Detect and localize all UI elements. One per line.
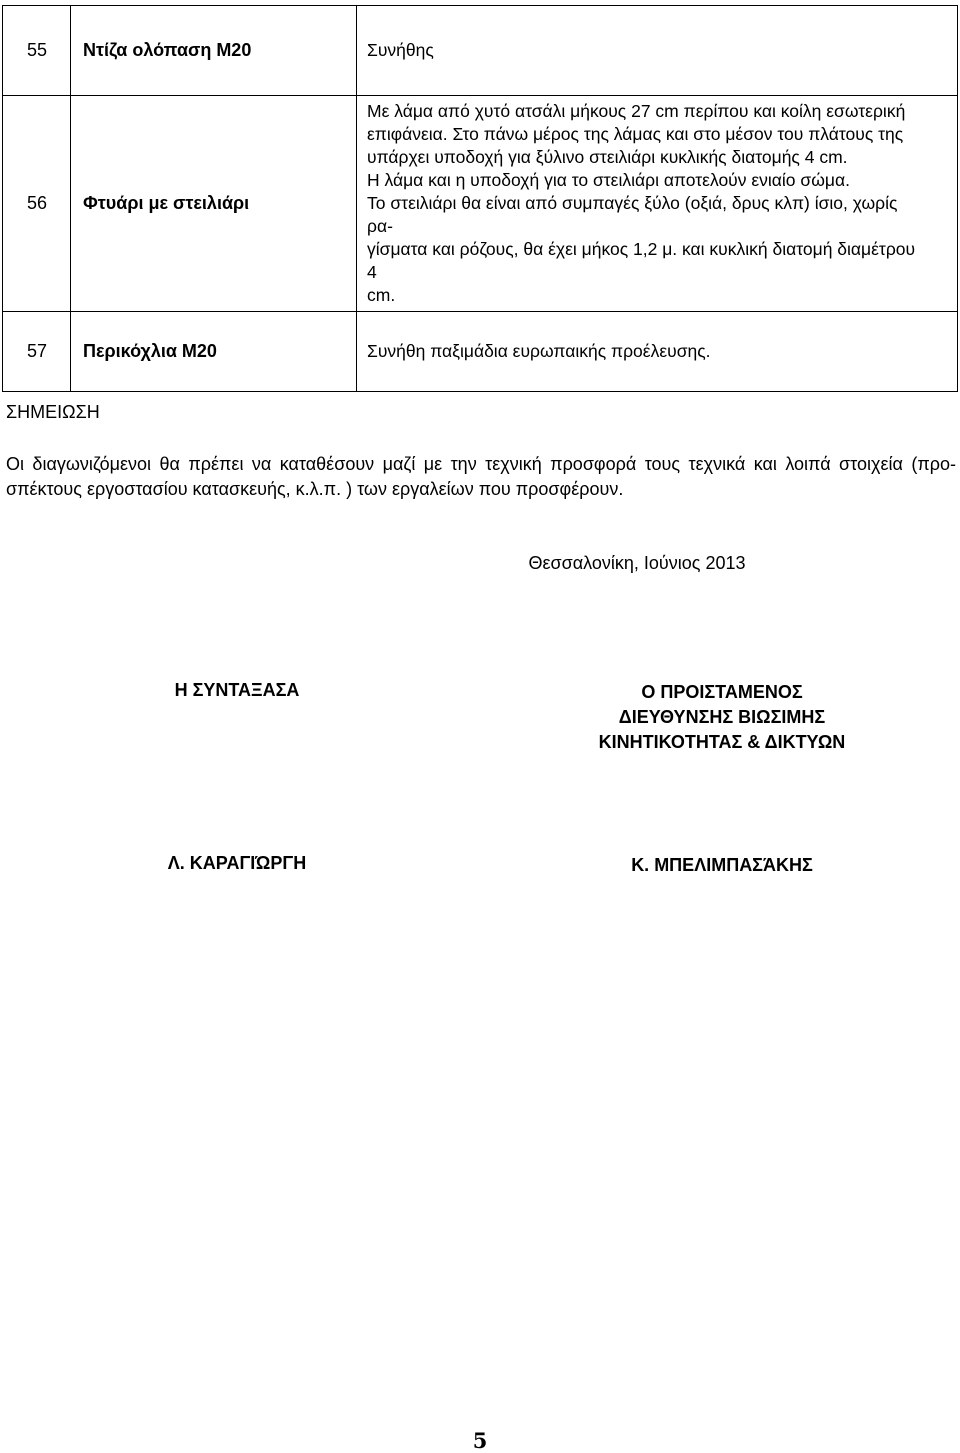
page-number: 5: [472, 1428, 488, 1453]
description-line: Με λάμα από χυτό ατσάλι μήκους 27 cm περίπου και κοίλη εσωτερική: [367, 101, 906, 121]
left-signatory-title: Η ΣΥΝΤΑΞΑΣΑ: [174, 680, 300, 700]
equipment-spec-table: [2, 5, 958, 392]
description-line: Το στειλιάρι θα είναι από συμπαγές ξύλο (οξιά, δρυς κλπ) ίσιο, χωρίς ρα-: [367, 193, 898, 236]
item-description: [357, 6, 958, 96]
item-name: Φτυάρι με στειλιάρι: [71, 96, 357, 312]
right-signatory-title-line: ΔΙΕΥΘΥΝΣΗΣ ΒΙΩΣΙΜΗΣ: [618, 707, 826, 727]
item-number: 55: [3, 6, 71, 96]
description-line: υπάρχει υποδοχή για ξύλινο στειλιάρι κυκλικής διατομής 4 cm.: [367, 147, 848, 167]
item-name: Ντίζα ολόπαση Μ20: [71, 6, 357, 96]
item-description: [357, 312, 958, 392]
table-row: [3, 96, 958, 312]
note-title: ΣΗΜΕΙΩΣΗ: [6, 402, 100, 422]
item-description: [357, 96, 958, 312]
table-row: [3, 312, 958, 392]
right-signatory-title: [570, 680, 874, 755]
item-number: 57: [3, 312, 71, 392]
item-name: Περικόχλια Μ20: [71, 312, 357, 392]
left-signatory-name: Λ. ΚΑΡΑΓΙΏΡΓΗ: [167, 853, 307, 873]
note-line: Οι διαγωνιζόμενοι θα πρέπει να καταθέσουν μαζί με την τεχνική προσφορά τους τεχνικά και λοιπά στοιχεία (προ-: [6, 454, 956, 474]
description-line: Συνήθης: [367, 40, 434, 60]
place-date: Θεσσαλονίκη, Ιούνιος 2013: [528, 553, 746, 573]
description-line: επιφάνεια. Στο πάνω μέρος της λάμας και στο μέσον του πλάτους της: [367, 124, 904, 144]
description-line: cm.: [367, 285, 396, 305]
note-text: [6, 452, 956, 502]
right-signatory-name: Κ. ΜΠΕΛΙΜΠΑΣΆΚΗΣ: [631, 855, 813, 875]
item-number: 56: [3, 96, 71, 312]
description-line: γίσματα και ρόζους, θα έχει μήκος 1,2 μ. και κυκλική διατομή διαμέτρου 4: [367, 239, 916, 282]
table-row: [3, 6, 958, 96]
right-signatory-title-line: ΚΙΝΗΤΙΚΟΤΗΤΑΣ & ΔΙΚΤΥΩΝ: [598, 732, 846, 752]
description-line: Η λάμα και η υποδοχή για το στειλιάρι αποτελούν ενιαίο σώμα.: [367, 170, 850, 190]
note-line: σπέκτους εργοστασίου κατασκευής, κ.λ.π. ) των εργαλείων που προσφέρουν.: [6, 479, 624, 499]
right-signatory-title-line: Ο ΠΡΟΙΣΤΑΜΕΝΟΣ: [641, 682, 803, 702]
description-line: Συνήθη παξιμάδια ευρωπαικής προέλευσης.: [367, 341, 711, 361]
